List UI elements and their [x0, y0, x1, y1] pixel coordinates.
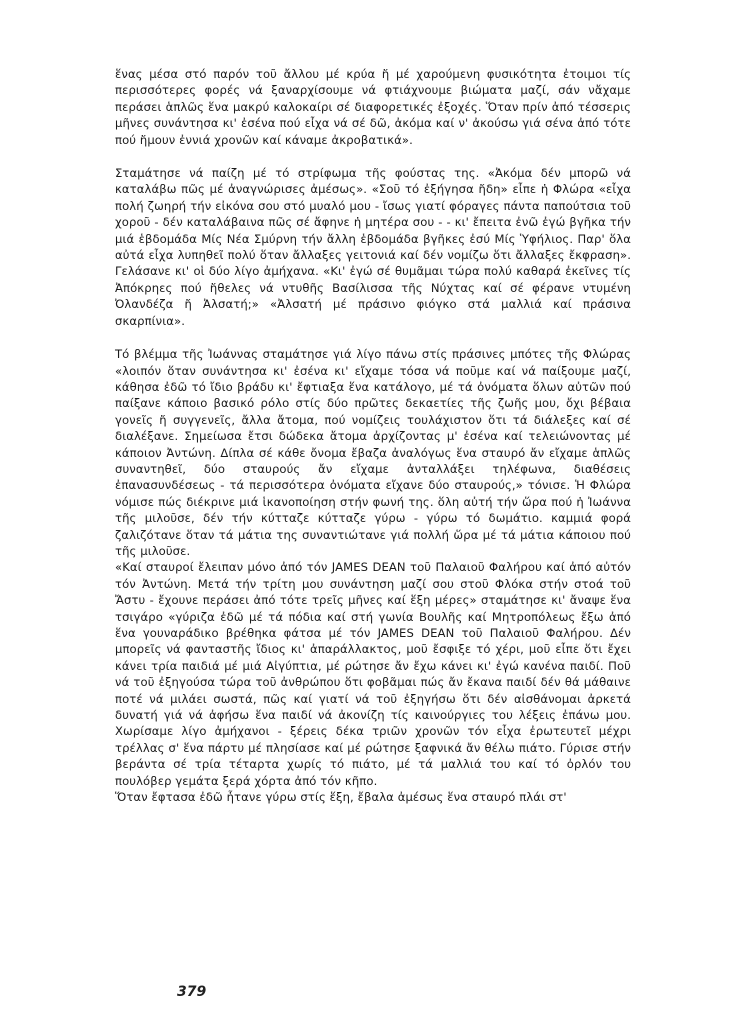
paragraph-1: ἕνας μέσα στό παρόν τοῦ ἄλλου μέ κρύα ἤ μέ χαρούμενη φυσικότητα ἐτοιμοι τίς περισσότερες φορές νά ξαναρχίσουμε νά φτιάχνουμε βιώματα μαζί, σάν νἄχαμε περάσει ἁπλῶς ἕνα μακρύ καλοκαίρι σέ διαφορετικές ἐξοχές. Ὅταν πρίν ἀπό τέσσερις μῆνες συνάντησα κι' ἐσένα πού εἶχα νά σέ δῶ, ἀκόμα καί ν' ἀκούσω γιά σένα ἀπό τότε πού ἤμουν ἐννιά χρονῶν καί κάναμε ἀκροβατικά». [115, 67, 631, 147]
paragraph-3: Τό βλέμμα τῆς Ἰωάννας σταμάτησε γιά λίγο πάνω στίς πράσινες μπότες τῆς Φλώρας «λοιπόν ὅταν συνάντησα κι' ἐσένα κι' εἴχαμε τόσα νά ποῦμε καί νά παίξουμε μαζί, κάθησα ἐδῶ τό ἴδιο βράδυ κι' ἔφτιαξα ἕνα κατάλογο, μέ τά ὀνόματα ὅλων αὐτῶν πού παίξανε κάποιο βασικό ρόλο στίς δύο πρῶτες δεκαετίες τῆς ζωῆς μου, ὄχι βέβαια γονεῖς ἤ συγγενεῖς, ἄλλα ἄτομα, πού νομίζεις τουλάχιστον ὅτι τά διάλεξες καί σέ διαλέξανε. Σημείωσα ἔτσι δώδεκα ἄτομα ἀρχίζοντας μ' ἐσένα καί τελειώνοντας μέ κάποιον Ἀντώνη. Δίπλα σέ κάθε ὄνομα ἔβαζα ἀναλόγως ἕνα σταυρό ἄν εἴχαμε ἁπλῶς συναντηθεῖ, δύο σταυρούς ἄν εἴχαμε ἀνταλλάξει τηλέφωνα, διαθέσεις ἐπανασυνδέσεως - τά περισσότερα ὀνόματα εἴχανε δύο σταυρούς,» τόνισε. Ἡ Φλώρα νόμισε πώς διέκρινε μιά ἱκανοποίηση στήν φωνή της. ὅλη αὐτή τήν ὥρα πού ἡ Ἰωάννα τῆς μιλοῦσε, δέν τήν κύτταζε κύτταζε γύρω - γύρω τό δωμάτιο. καμμιά φορά ζαλιζότανε ὅταν τά μάτια της συναντιώτανε γιά πολλή ὥρα μέ τά μάτια κάποιου πού τῆς μιλοῦσε. [115, 347, 631, 558]
page-number: 379 [177, 984, 207, 1000]
page-body [115, 66, 631, 805]
paragraph-2: Σταμάτησε νά παίζη μέ τό στρίφωμα τῆς φούστας της. «Ἀκόμα δέν μπορῶ νά καταλάβω πῶς μέ ἀναγνώρισες ἀμέσως». «Σοῦ τό ἐξήγησα ἤδη» εἶπε ἡ Φλώρα «εἶχα πολή ζωηρή τήν εἰκόνα σου στό μυαλό μου - ἴσως γιατί φόραγες πάντα παπούτσια τοῦ χοροῦ - δέν καταλάβαινα πῶς σέ ἄφηνε ἡ μητέρα σου - - κι' ἔπειτα ἐνῶ ἐγώ βγῆκα τήν μιά ἑβδομάδα Μίς Νέα Σμύρνη τήν ἄλλη ἑβδομάδα βγῆκες ἐσύ Μίς Ὑφήλιος. Παρ' ὅλα αὐτά εἶχα λυπηθεῖ πολύ ὅταν ἄλλαξες γειτονιά καί δέν νομίζω ὅτι ἄλλαξες ἔκφραση». Γελάσανε κι' οἱ δύο λίγο ἀμήχανα. «Κι' ἐγώ σέ θυμᾶμαι τώρα πολύ καθαρά ἐκεῖνες τίς Ἀπόκρηες πού ἤθελες νά ντυθῆς Βασίλισσα τῆς Νύχτας καί σέ φέρανε ντυμένη Ὀλανδέζα ἤ Ἀλσατή;» «Ἀλσατή μέ πράσινο φιόγκο στά μαλλιά καί πράσινα σκαρπίνια». [115, 166, 631, 328]
paragraph-5: Ὅταν ἔφτασα ἐδῶ ἦτανε γύρω στίς ἕξη, ἔβαλα ἀμέσως ἕνα σταυρό πλάι στ' [115, 790, 567, 805]
paragraph-4: «Καί σταυροί ἔλειπαν μόνο ἀπό τόν JAMES DEAN τοῦ Παλαιοῦ Φαλήρου καί ἀπό αὐτόν τόν Ἀντώνη. Μετά τήν τρίτη μου συνάντηση μαζί σου στοῦ Φλόκα στήν στοά τοῦ Ἄστυ - ἔχουνε περάσει ἀπό τότε τρεῖς μῆνες καί ἕξη μέρες» σταμάτησε κι' ἄναψε ἕνα τσιγάρο «γύριζα ἐδῶ μέ τά πόδια καί στή γωνία Βουλῆς καί Μητροπόλεως ἔξω ἀπό ἕνα γουναράδικο βρέθηκα φάτσα μέ τόν JAMES DEAN τοῦ Παλαιοῦ Φαλήρου. Δέν μπορεῖς νά φανταστῆς ἴδιος κι' ἀπαράλλακτος, μοῦ ἔσφιξε τό χέρι, μοῦ εἶπε ὅτι ἔχει κάνει τρία παιδιά μέ μιά Αἰγύπτια, μέ ρώτησε ἄν ἔχω κάνει κι' ἐγώ κανένα παιδί. Ποῦ νά τοῦ ἐξηγούσα τώρα τοῦ ἀνθρώπου ὅτι φοβᾶμαι πώς ἄν ἔκανα παιδί δέν θά μάθαινε ποτέ νά μιλάει σωστά, πῶς καί γιατί νά τοῦ ἐξηγήσω ὅτι δέν αἰσθάνομαι ἀρκετά δυνατή γιά νά ἀφήσω ἕνα παιδί νά ἀκονίζη τίς καινούργιες του λέξεις ἐπάνω μου. Χωρίσαμε λίγο ἀμήχανοι - ξέρεις δέκα τριῶν χρονῶν τόν εἶχα ἐρωτευτεῖ μέχρι τρέλλας σ' ἕνα πάρτυ μέ πλησίασε καί μέ ρώτησε ξαφνικά ἄν θέλω πιάτο. Γύρισε στήν βεράντα σέ τρία τέταρτα χωρίς τό πιάτο, μέ τά μαλλιά του καί τό ὀρλόν του πουλόβερ γεμάτα ξερά χόρτα ἀπό τόν κῆπο. [115, 560, 631, 788]
